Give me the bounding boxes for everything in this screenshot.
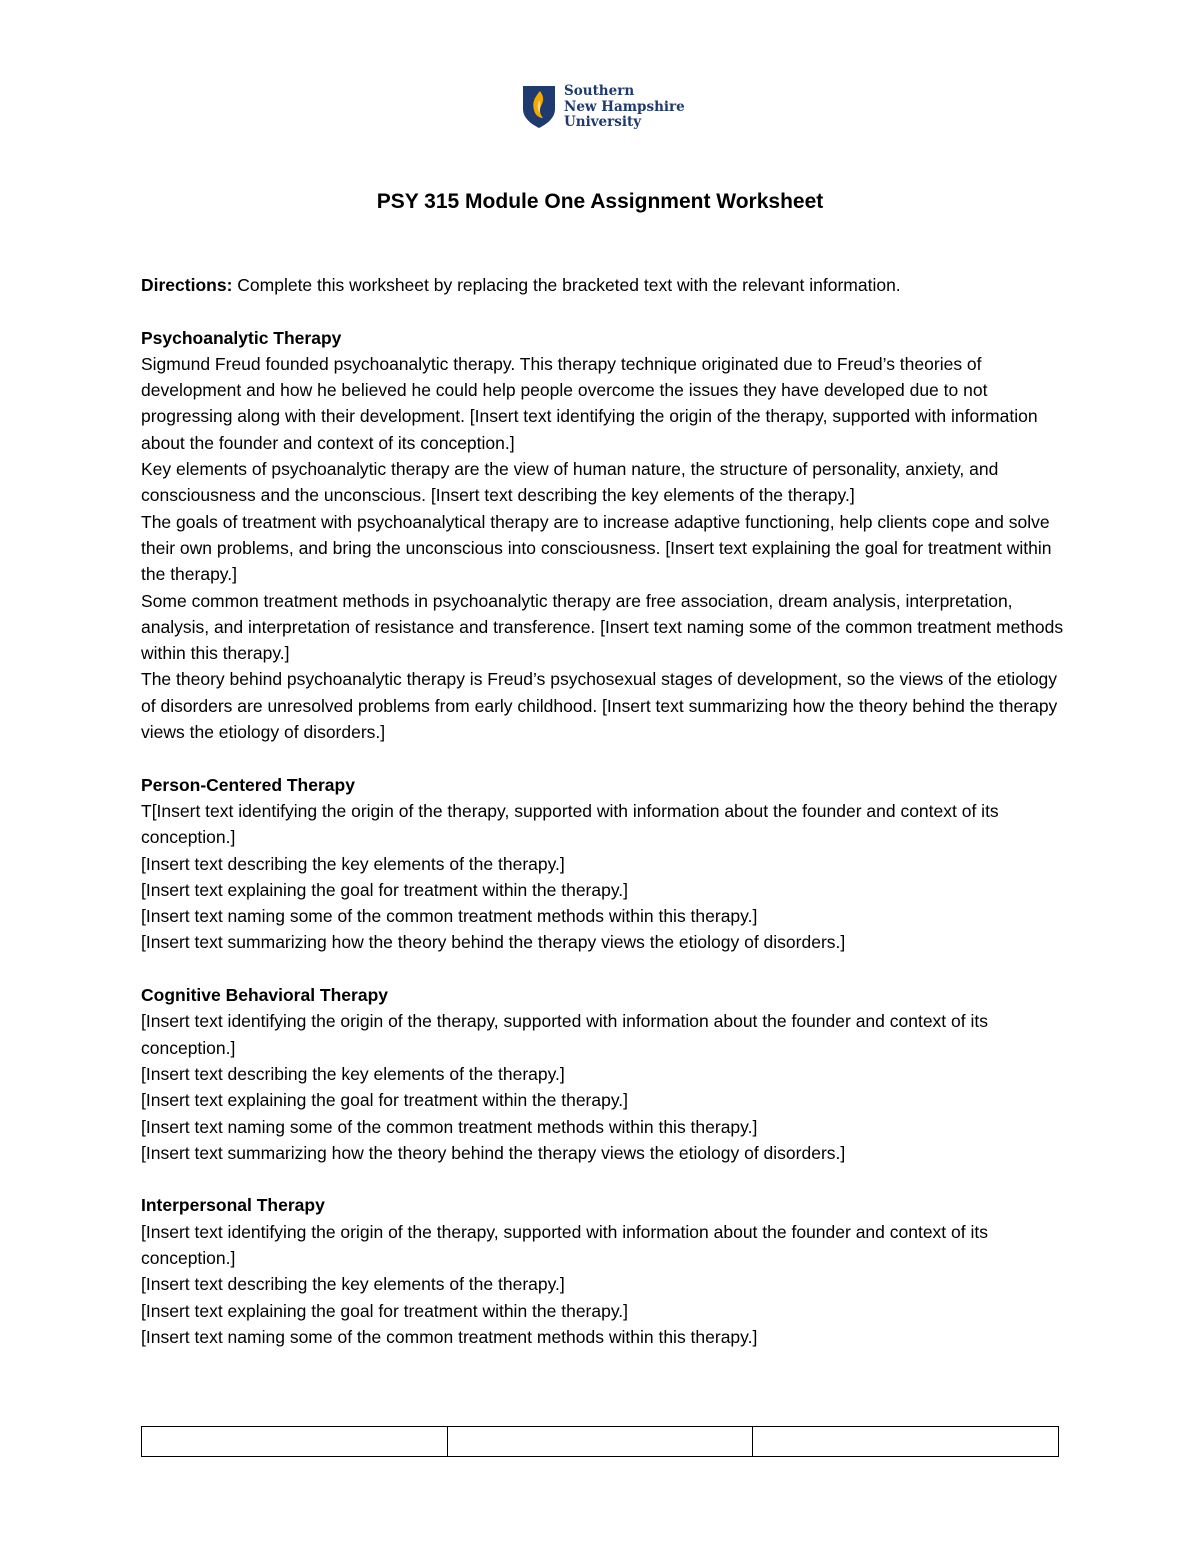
logo-wordmark: [564, 84, 685, 131]
shield-flame-icon: [522, 85, 556, 129]
logo-line-2: New Hampshire: [564, 98, 685, 115]
section-paragraph: [Insert text describing the key elements of the therapy.]: [141, 1274, 565, 1295]
directions-label: Directions:: [141, 275, 233, 295]
section-heading-psychoanalytic: Psychoanalytic Therapy: [141, 327, 342, 348]
section-paragraph: [Insert text naming some of the common treatment methods within this therapy.]: [141, 906, 758, 927]
section-paragraph: [Insert text describing the key elements of the therapy.]: [141, 1063, 565, 1084]
section-paragraph: [Insert text identifying the origin of the therapy, supported with information about the founder and context of its conception.]: [141, 1011, 988, 1058]
section-paragraph: Some common treatment methods in psychoanalytic therapy are free association, dream analysis, interpretation, analysis, and interpretation of resistance and transference. [Insert text naming some of the common treatment methods within this therapy.]: [141, 590, 1064, 664]
section-paragraph: [Insert text describing the key elements of the therapy.]: [141, 853, 565, 874]
section-paragraph: [Insert text naming some of the common treatment methods within this therapy.]: [141, 1116, 758, 1137]
section-paragraph: [Insert text summarizing how the theory behind the therapy views the etiology of disorders.]: [141, 1142, 846, 1163]
section-paragraph: The theory behind psychoanalytic therapy is Freud’s psychosexual stages of development, so the views of the etiology of disorders are unresolved problems from early childhood. [Insert text summarizing how the theory behind the therapy views the etiology of disorders.]: [141, 669, 1058, 743]
section-heading-interpersonal: Interpersonal Therapy: [141, 1195, 325, 1216]
table-cell[interactable]: [447, 1427, 753, 1457]
table-cell[interactable]: [753, 1427, 1059, 1457]
section-paragraph: [Insert text explaining the goal for treatment within the therapy.]: [141, 1090, 629, 1111]
worksheet-body: [141, 272, 1071, 1350]
directions-paragraph: [141, 272, 1071, 298]
logo-line-1: Southern: [564, 83, 635, 99]
section-heading-person-centered: Person-Centered Therapy: [141, 774, 355, 795]
empty-table: [141, 1426, 1059, 1457]
section-heading-cognitive-behavioral: Cognitive Behavioral Therapy: [141, 985, 389, 1006]
section-paragraph: [Insert text explaining the goal for treatment within the therapy.]: [141, 879, 629, 900]
section-paragraph: Key elements of psychoanalytic therapy are the view of human nature, the structure of personality, anxiety, and consciousness and the unconscious. [Insert text describing the key elements of the therapy.]: [141, 459, 999, 506]
section-paragraph: [Insert text identifying the origin of the therapy, supported with information about the founder and context of its conception.]: [141, 1221, 988, 1268]
section-paragraph: The goals of treatment with psychoanalytical therapy are to increase adaptive functioning, help clients cope and solve their own problems, and bring the unconscious into consciousness. [Insert text explaining the goal for treatment within the therapy.]: [141, 511, 1052, 585]
section-paragraph: [Insert text summarizing how the theory behind the therapy views the etiology of disorders.]: [141, 932, 846, 953]
snhu-logo: [522, 84, 685, 131]
directions-text: Complete this worksheet by replacing the bracketed text with the relevant information.: [232, 275, 901, 295]
document-title: PSY 315 Module One Assignment Worksheet: [376, 190, 824, 213]
section-paragraph: [Insert text naming some of the common treatment methods within this therapy.]: [141, 1326, 758, 1347]
table-cell[interactable]: [142, 1427, 448, 1457]
logo-line-3: University: [564, 114, 642, 130]
section-paragraph: Sigmund Freud founded psychoanalytic therapy. This therapy technique originated due to Freud’s theories of development and how he believed he could help people overcome the issues they have developed due to not progressing along with their development. [Insert text identifying the origin of the therapy, supported with information about the founder and context of its conception.]: [141, 353, 1038, 453]
section-paragraph: [Insert text explaining the goal for treatment within the therapy.]: [141, 1300, 629, 1321]
section-paragraph: T[Insert text identifying the origin of the therapy, supported with information about the founder and context of its conception.]: [141, 800, 999, 848]
table-row: [142, 1427, 1059, 1457]
